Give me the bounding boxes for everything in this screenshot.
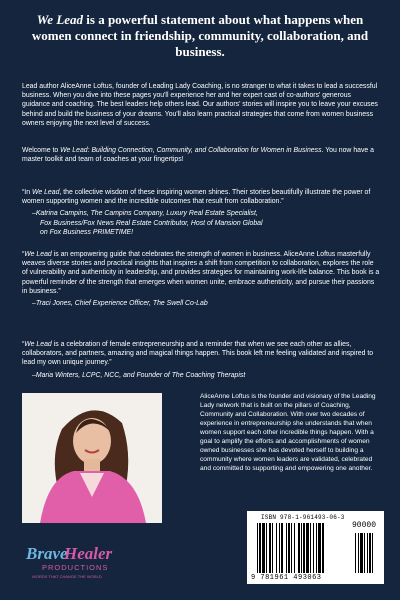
isbn-barcode — [247, 511, 384, 584]
intro-paragraph: Lead author AliceAnne Loftus, founder of Leading Lady Coaching, is no stranger to what it takes to lead a successful business. When you dive into these pages you'll experience her and her expert cast of co-authors' generous guidance and coaching. The best leaders help others lead. Our authors' stories will inspire you to leave your excuses behind and build the business of your dreams. You'll also learn practical strategies that come from women business owners enjoying the next level of success. — [22, 83, 378, 127]
author-portrait-image — [22, 393, 162, 523]
quote-open: “ — [22, 341, 25, 348]
quote-body: is an empowering guide that celebrates the strength of women in business. AliceAnne Loftus masterfully weaves diverse stories and practical insights that inspires a shift from competition to collaboration, explores the role of vulnerability and authenticity in leadership, and provides strategies for maintaining work-life balance. This book is a powerful reminder of the strength that emerges when women unite, embrace authenticity, and pursue their passions in business.” — [22, 251, 380, 295]
headline — [30, 12, 370, 60]
svg-text:PRODUCTIONS: PRODUCTIONS — [42, 563, 109, 572]
quote-text — [22, 188, 380, 206]
attribution-line: –Katrina Campins, The Campins Company, Luxury Real Estate Specialist, — [32, 210, 258, 218]
quote-attribution: –Traci Jones, Chief Experience Officer, The Swell Co-Lab — [32, 300, 208, 308]
endorsement-quote — [22, 250, 380, 308]
attribution-line: Fox Business/Fox News Real Estate Contributor, Host of Mansion Global — [40, 219, 263, 227]
headline-title: We Lead — [36, 12, 84, 27]
svg-text:Healer: Healer — [64, 544, 113, 563]
quote-open: “In — [22, 189, 32, 196]
isbn-number: ISBN 978-1-961493-06-3 — [261, 514, 345, 521]
quote-attribution — [22, 209, 380, 237]
endorsement-quote — [22, 340, 380, 380]
quote-title: We Lead — [24, 251, 52, 258]
welcome-paragraph — [22, 146, 380, 164]
price-code: 90000 — [352, 521, 377, 530]
quote-body: , the collective wisdom of these inspiring women shines. Their stories beautifully illustrate the power of women supporting women and the incredible outcomes that result from collaboration.” — [22, 189, 371, 206]
headline-text: is a powerful statement about what happens when women connect in friendship, community, collaboration, and business. — [31, 12, 369, 59]
svg-text:WORDS THAT CHANGE THE WORLD: WORDS THAT CHANGE THE WORLD — [32, 574, 102, 579]
quote-title: We Lead — [31, 189, 60, 196]
quote-open: “ — [22, 251, 25, 258]
publisher-logo — [20, 535, 115, 585]
welcome-book-title: We Lead: Building Connection, Community, and Collaboration for Women in Business — [60, 147, 322, 154]
welcome-tail: . You now have a master toolkit and team of coaches at your fingertips! — [22, 147, 375, 164]
barcode-digits: 9 781961 493063 — [251, 574, 322, 582]
endorsement-quote — [22, 188, 380, 237]
author-photo — [22, 393, 162, 523]
author-bio: AliceAnne Loftus is the founder and visionary of the Leading Lady network that is built on the pillars of Coaching, Community and Collaboration. With over two decades of experience in entrepreneurship she understands that when women support each other incredible things happen. With a goal to amplify the efforts and accomplishments of women owned businesses she has devoted herself to building a community where women leaders are validated, celebrated and committed to supporting and empowering one another. — [200, 393, 376, 472]
quote-text — [22, 340, 380, 368]
quote-body: is a celebration of female entrepreneurship and a reminder that when we see each other as allies, collaborators, and partners, amazing and magical things happen. This book left me feeling validated and inspired to lead my own unique journey.” — [22, 341, 374, 367]
quote-attribution: –Maria Winters, LCPC, NCC, and Founder of The Coaching Therapist — [32, 371, 246, 379]
attribution-line: on Fox Business PRIMETIME! — [40, 228, 134, 236]
quote-text — [22, 250, 380, 296]
bravehealer-logo-icon — [20, 535, 115, 585]
quote-title: We Lead — [24, 341, 52, 348]
welcome-lead: Welcome to — [22, 147, 61, 154]
svg-text:Brave: Brave — [26, 544, 68, 563]
